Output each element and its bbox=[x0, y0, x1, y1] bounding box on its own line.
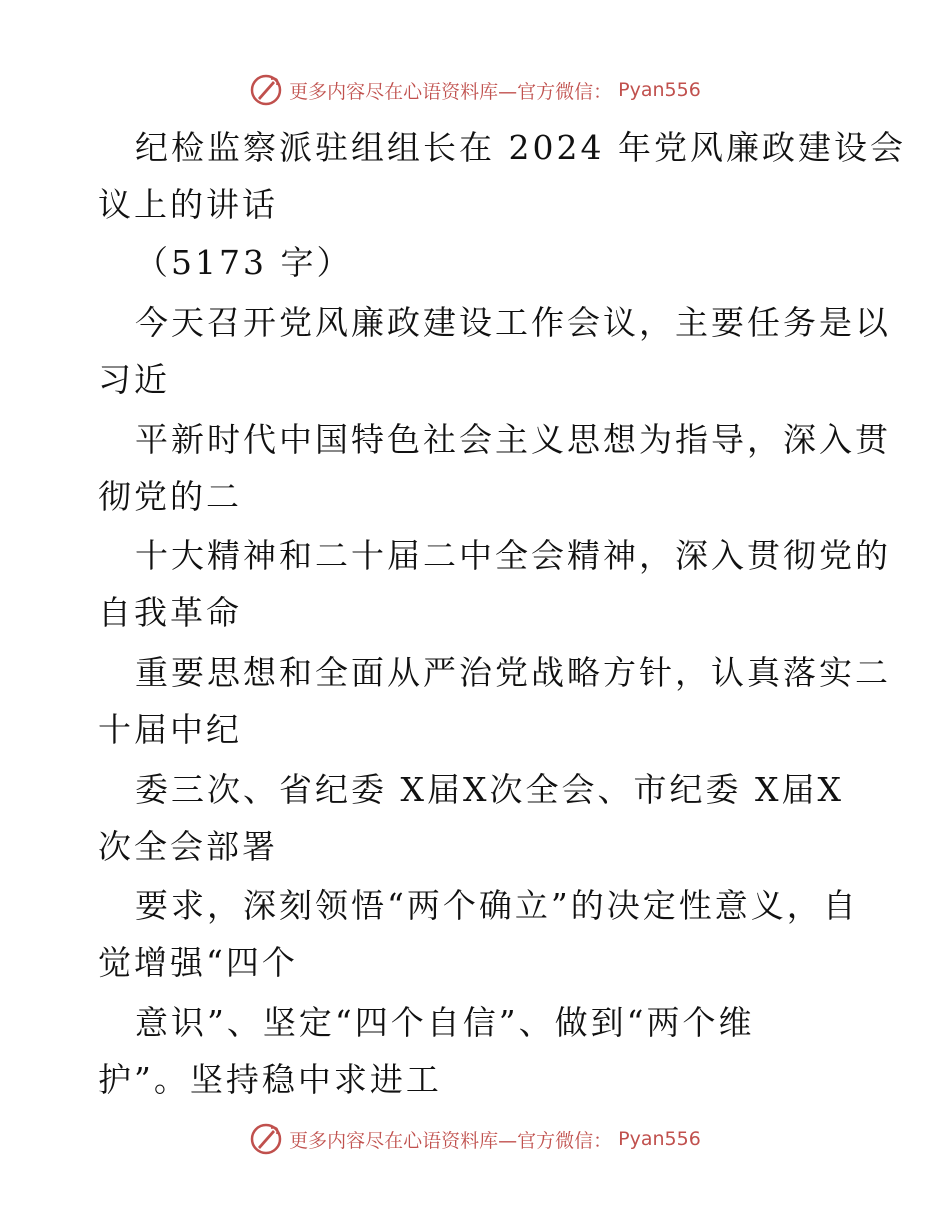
watermark-text: 更多内容尽在心语资料库—官方微信： bbox=[289, 1129, 613, 1152]
body-line: 要求，深刻领悟“两个确立”的决定性意义，自 bbox=[135, 886, 859, 925]
word-count: （5173 字） bbox=[135, 243, 353, 282]
body-line: 意识”、坚定“四个自信”、做到“两个维 bbox=[135, 1003, 755, 1042]
body-line: 习近 bbox=[98, 360, 170, 399]
body-line: 委三次、省纪委 X届X次全会、市纪委 X届X bbox=[135, 770, 844, 809]
body-line: 重要思想和全面从严治党战略方针，认真落实二 bbox=[135, 653, 891, 692]
header-watermark bbox=[0, 70, 950, 110]
watermark-text: 更多内容尽在心语资料库—官方微信： bbox=[289, 80, 613, 103]
body-line: 十大精神和二十届二中全会精神，深入贯彻党的 bbox=[135, 536, 891, 575]
body-line: 觉增强“四个 bbox=[98, 943, 298, 982]
document-title-line-1: 纪检监察派驻组组长在 2024 年党风廉政建设会 bbox=[135, 128, 906, 167]
body-line: 次全会部署 bbox=[98, 827, 278, 866]
body-line: 彻党的二 bbox=[98, 477, 242, 516]
quill-logo-icon bbox=[249, 1122, 283, 1156]
watermark-handle: Pyan556 bbox=[618, 79, 701, 101]
body-line: 今天召开党风廉政建设工作会议，主要任务是以 bbox=[135, 303, 891, 342]
body-line: 护”。坚持稳中求进工 bbox=[98, 1060, 442, 1099]
watermark-handle: Pyan556 bbox=[618, 1128, 701, 1150]
footer-watermark bbox=[0, 1119, 950, 1159]
document-title-line-2: 议上的讲话 bbox=[98, 185, 278, 224]
body-line: 自我革命 bbox=[98, 593, 242, 632]
body-line: 平新时代中国特色社会主义思想为指导，深入贯 bbox=[135, 420, 891, 459]
quill-logo-icon bbox=[249, 73, 283, 107]
body-line: 十届中纪 bbox=[98, 710, 242, 749]
